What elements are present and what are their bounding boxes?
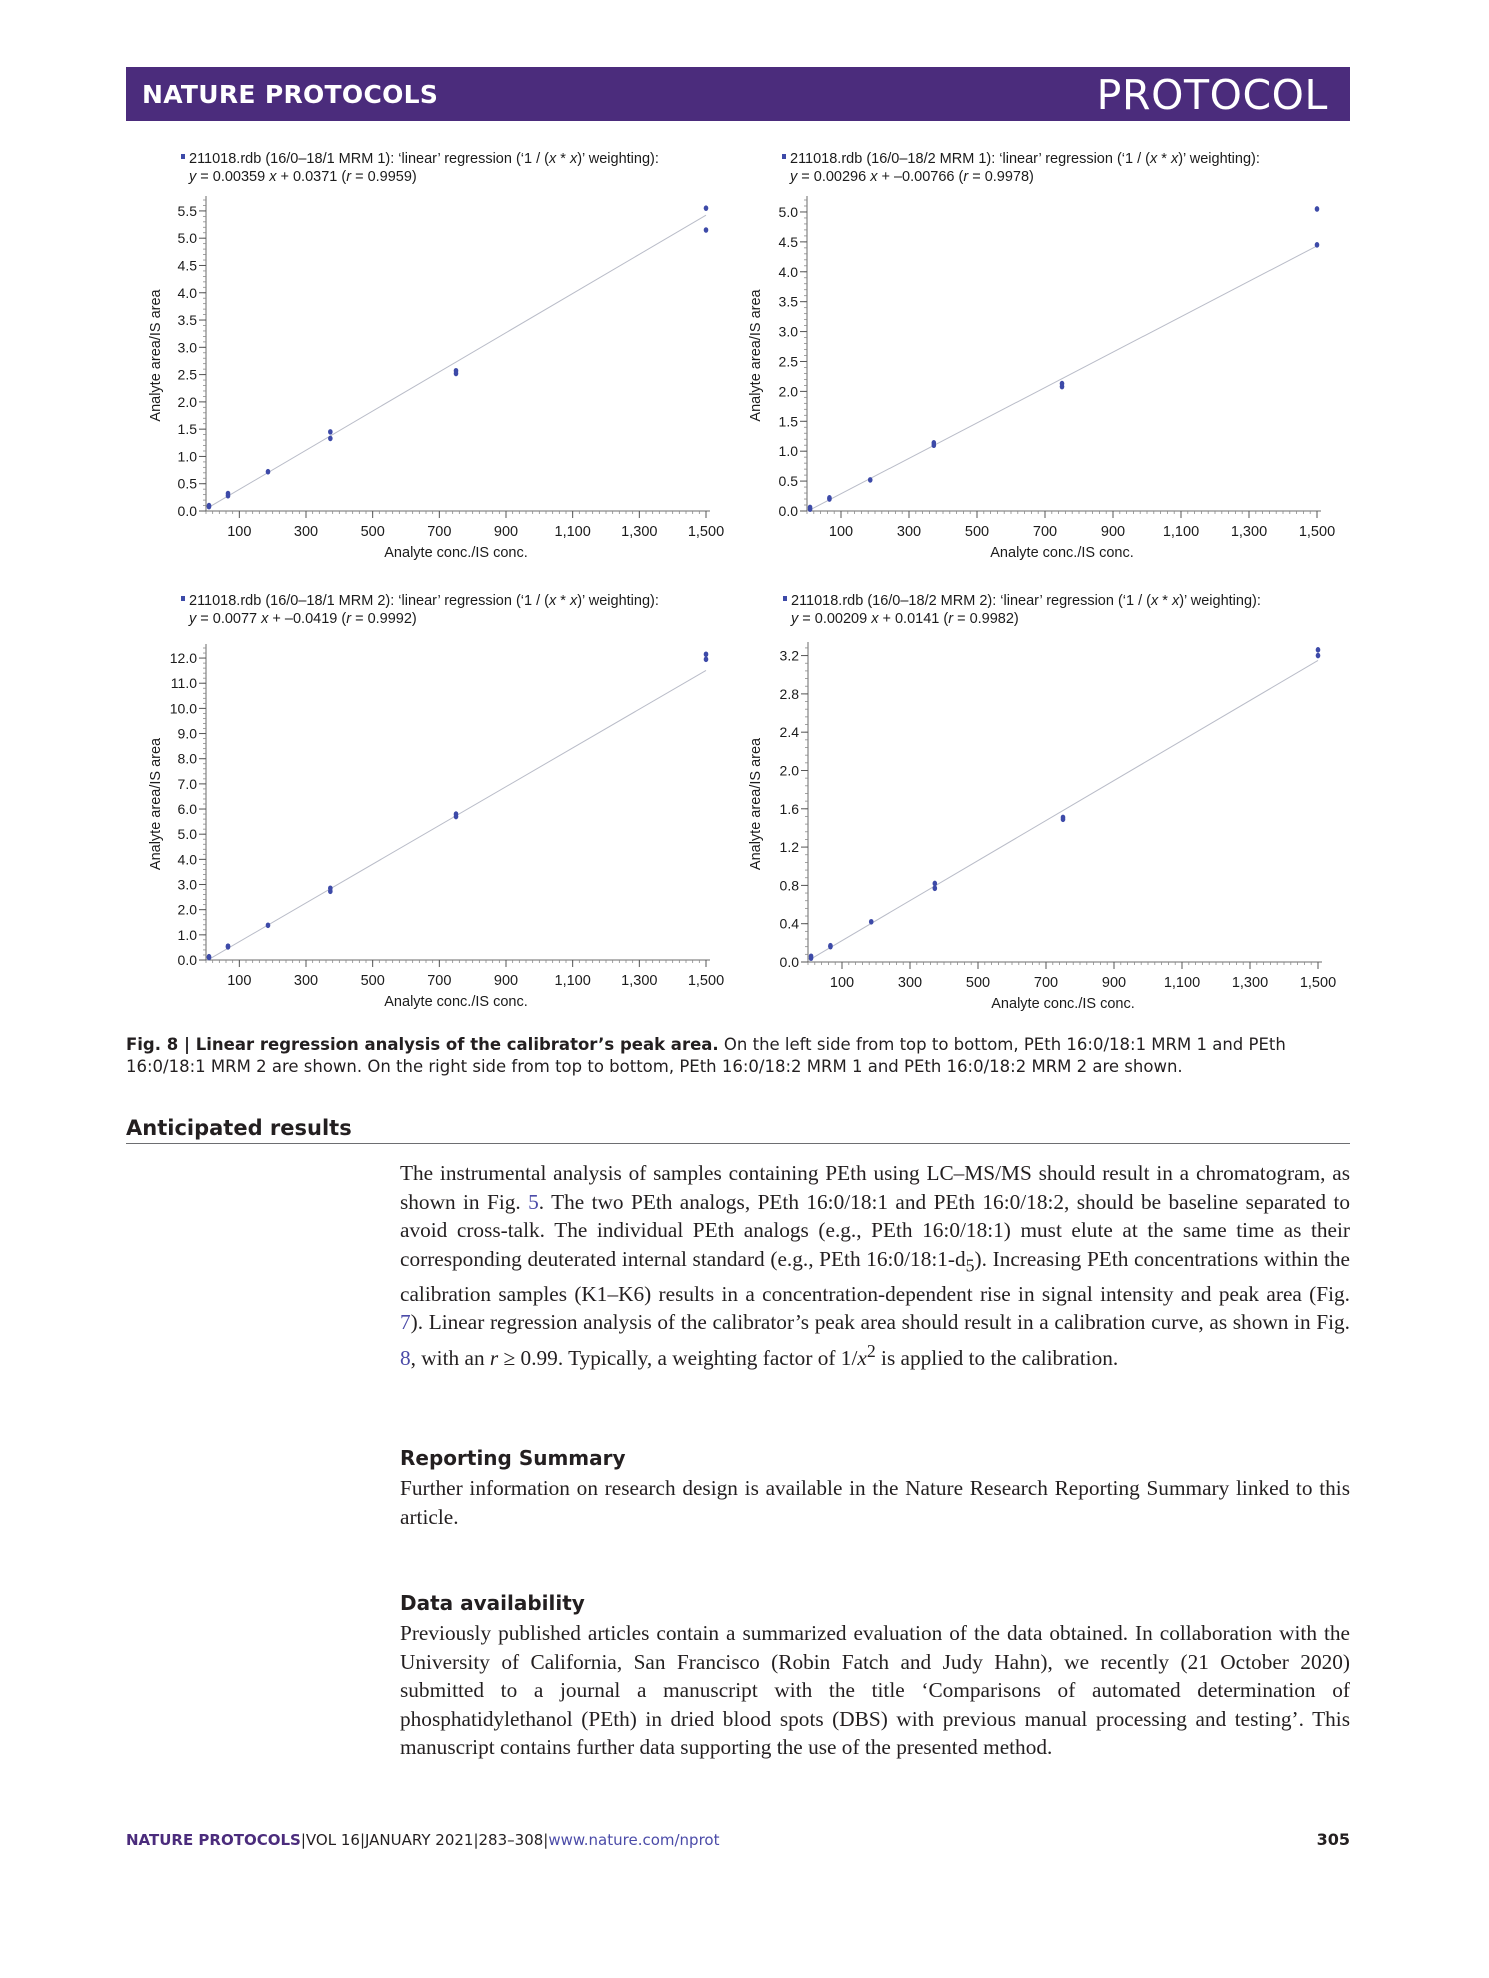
y-tick-label: 0.0 bbox=[177, 503, 197, 519]
y-axis-title: Analyte area/IS area bbox=[748, 289, 764, 422]
y-tick-label: 2.0 bbox=[177, 901, 197, 918]
y-tick-label: 2.0 bbox=[778, 383, 798, 400]
text-run: , with an bbox=[410, 1345, 490, 1370]
y-tick-label: 8.0 bbox=[177, 750, 197, 767]
x-tick-label: 700 bbox=[1032, 524, 1058, 540]
x-axis-title: Analyte conc./IS conc. bbox=[991, 996, 1135, 1012]
x-tick-label: 100 bbox=[227, 973, 252, 989]
section-heading-anticipated-results: Anticipated results bbox=[126, 1116, 1350, 1144]
reporting-summary-text: Further information on research design is available in the Nature Research Reporting Summary linked to this article. bbox=[400, 1476, 1350, 1529]
data-point bbox=[933, 881, 938, 887]
y-tick-label: 2.4 bbox=[779, 724, 799, 741]
data-point bbox=[704, 657, 709, 663]
text-run: The instrumental analysis of samples containing PEth using LC–MS/MS should result in a chromatogram, as shown in Fig. bbox=[400, 1161, 1350, 1214]
journal-banner bbox=[126, 67, 1350, 121]
y-tick-label: 0.8 bbox=[779, 877, 799, 894]
x-tick-label: 700 bbox=[1033, 975, 1059, 991]
x-tick-label: 900 bbox=[493, 973, 519, 989]
article-type: PROTOCOL bbox=[1096, 71, 1328, 119]
superscript: 2 bbox=[866, 1340, 876, 1361]
chart-title: 211018.rdb (16/0–18/1 MRM 1): ‘linear’ regression (‘1 / (x * x)’ weighting): bbox=[189, 151, 659, 167]
x-tick-label: 700 bbox=[427, 973, 452, 989]
regression-line bbox=[808, 660, 1318, 960]
y-tick-label: 1.0 bbox=[778, 443, 798, 460]
y-tick-label: 4.0 bbox=[177, 851, 197, 868]
footer-sep: | bbox=[543, 1831, 549, 1849]
x-tick-label: 1,100 bbox=[1163, 975, 1201, 991]
y-tick-label: 0.0 bbox=[778, 503, 798, 519]
x-tick-label: 500 bbox=[360, 973, 385, 989]
x-tick-label: 500 bbox=[964, 524, 990, 540]
regression-line bbox=[206, 215, 706, 509]
x-tick-label: 1,500 bbox=[1298, 524, 1336, 540]
y-axis-title: Analyte area/IS area bbox=[148, 737, 164, 871]
y-tick-label: 4.5 bbox=[177, 257, 197, 274]
x-tick-label: 1,500 bbox=[687, 973, 725, 989]
y-tick-label: 5.0 bbox=[177, 230, 197, 247]
footer-pages: 283–308 bbox=[478, 1831, 544, 1849]
data-availability-heading: Data availability bbox=[400, 1591, 585, 1615]
y-tick-label: 11.0 bbox=[170, 675, 197, 692]
chart-peth-182-mrm1 bbox=[740, 148, 1350, 580]
data-point bbox=[454, 368, 459, 374]
text-run: ≥ 0.99. Typically, a weighting factor of 1/ bbox=[498, 1345, 858, 1370]
x-tick-label: 900 bbox=[493, 524, 519, 540]
y-tick-label: 7.0 bbox=[177, 775, 197, 792]
data-point bbox=[1060, 381, 1065, 387]
data-point bbox=[809, 953, 814, 959]
data-point bbox=[704, 651, 709, 657]
x-tick-label: 100 bbox=[828, 524, 854, 540]
x-tick-label: 1,500 bbox=[1299, 975, 1337, 991]
y-tick-label: 3.5 bbox=[177, 312, 197, 329]
data-point bbox=[266, 469, 271, 475]
figure-ref-link[interactable]: 7 bbox=[400, 1310, 411, 1335]
footer-date: JANUARY 2021 bbox=[365, 1831, 474, 1849]
chart-peth-181-mrm2 bbox=[140, 590, 740, 1022]
footer-sep: | bbox=[300, 1831, 306, 1849]
data-point bbox=[328, 436, 333, 442]
chart-peth-181-mrm1 bbox=[140, 148, 740, 580]
y-tick-label: 2.0 bbox=[177, 393, 197, 410]
footer-journal: NATURE PROTOCOLS bbox=[126, 1831, 301, 1849]
chart-peth-182-mrm2 bbox=[740, 590, 1350, 1022]
x-tick-label: 300 bbox=[293, 524, 319, 540]
y-tick-label: 1.6 bbox=[779, 800, 799, 817]
y-tick-label: 1.5 bbox=[177, 421, 197, 438]
page-number: 305 bbox=[1316, 1830, 1350, 1849]
x-tick-label: 1,300 bbox=[621, 524, 658, 540]
y-tick-label: 2.5 bbox=[778, 353, 798, 370]
y-tick-label: 0.0 bbox=[779, 954, 799, 970]
data-point bbox=[1316, 647, 1321, 653]
text-run: ). Linear regression analysis of the calibrator’s peak area should result in a calibration curve, as shown in Fig. bbox=[410, 1310, 1350, 1335]
footer-url-link[interactable]: www.nature.com/nprot bbox=[548, 1831, 720, 1849]
x-tick-label: 100 bbox=[227, 524, 252, 540]
x-axis-title: Analyte conc./IS conc. bbox=[384, 994, 528, 1010]
reporting-summary-heading: Reporting Summary bbox=[400, 1446, 626, 1470]
y-tick-label: 3.2 bbox=[779, 647, 799, 664]
y-tick-label: 4.5 bbox=[778, 233, 798, 250]
math-var: x bbox=[857, 1345, 867, 1370]
footer-volume: VOL 16 bbox=[305, 1831, 360, 1849]
data-point bbox=[704, 205, 709, 211]
data-point bbox=[226, 491, 231, 497]
x-tick-label: 300 bbox=[897, 975, 923, 991]
y-tick-label: 1.0 bbox=[177, 926, 197, 943]
chart-title: 211018.rdb (16/0–18/2 MRM 2): ‘linear’ regression (‘1 / (x * x)’ weighting): bbox=[791, 593, 1261, 609]
data-point bbox=[207, 503, 212, 509]
y-tick-label: 0.5 bbox=[177, 475, 197, 492]
x-tick-label: 1,300 bbox=[1230, 524, 1268, 540]
chart-regression-equation: y = 0.00209 x + 0.0141 (r = 0.9982) bbox=[791, 611, 1019, 627]
y-tick-label: 3.0 bbox=[177, 876, 197, 893]
legend-marker bbox=[181, 154, 185, 159]
x-tick-label: 1,100 bbox=[554, 524, 591, 540]
x-tick-label: 100 bbox=[829, 975, 855, 991]
data-point bbox=[266, 922, 271, 928]
chart-title: 211018.rdb (16/0–18/1 MRM 2): ‘linear’ regression (‘1 / (x * x)’ weighting): bbox=[189, 593, 659, 609]
y-tick-label: 1.0 bbox=[177, 448, 197, 465]
y-tick-label: 0.0 bbox=[177, 952, 197, 968]
y-tick-label: 5.0 bbox=[177, 826, 197, 843]
x-tick-label: 300 bbox=[293, 973, 319, 989]
legend-marker bbox=[783, 596, 787, 601]
x-tick-label: 900 bbox=[1100, 524, 1126, 540]
data-point bbox=[328, 429, 333, 435]
x-axis-title: Analyte conc./IS conc. bbox=[384, 545, 528, 561]
figure-ref-link[interactable]: 5 bbox=[528, 1189, 539, 1214]
anticipated-results-paragraph bbox=[400, 1159, 1350, 1373]
text-run: is applied to the calibration. bbox=[875, 1345, 1119, 1370]
legend-marker bbox=[782, 154, 786, 159]
x-tick-label: 500 bbox=[360, 524, 385, 540]
y-tick-label: 4.0 bbox=[177, 284, 197, 301]
caption-label: Fig. 8 | Linear regression analysis of the calibrator’s peak area. bbox=[126, 1035, 719, 1054]
data-availability-text: Previously published articles contain a summarized evaluation of the data obtained. In collaboration with the University of California, San Francisco (Robin Fatch and Judy Hahn), we recently (21 October 2020) submitted to a journal a manuscript with the title ‘Comparisons of automated determination of phosphatidylethanol (PEth) in dried blood spots (DBS) with previous manual processing and testing’. This manuscript contains further data supporting the use of the presented method. bbox=[400, 1621, 1350, 1760]
y-tick-label: 2.0 bbox=[779, 762, 799, 779]
y-tick-label: 0.5 bbox=[778, 473, 798, 490]
chart-regression-equation: y = 0.00296 x + –0.00766 (r = 0.9978) bbox=[790, 169, 1034, 185]
data-point bbox=[328, 885, 333, 891]
data-point bbox=[226, 943, 231, 949]
data-point bbox=[869, 919, 874, 925]
x-tick-label: 1,500 bbox=[687, 524, 725, 540]
figure-caption bbox=[126, 1034, 1354, 1078]
data-point bbox=[827, 495, 832, 501]
y-tick-label: 2.5 bbox=[177, 366, 197, 383]
y-tick-label: 2.8 bbox=[779, 685, 799, 702]
data-point bbox=[704, 227, 709, 233]
x-tick-label: 300 bbox=[896, 524, 922, 540]
y-tick-label: 1.2 bbox=[779, 839, 799, 856]
footer-sep: | bbox=[473, 1831, 479, 1849]
y-tick-label: 3.0 bbox=[778, 323, 798, 340]
chart-title: 211018.rdb (16/0–18/2 MRM 1): ‘linear’ regression (‘1 / (x * x)’ weighting): bbox=[790, 151, 1260, 167]
x-tick-label: 500 bbox=[965, 975, 991, 991]
y-tick-label: 0.4 bbox=[779, 915, 799, 932]
y-tick-label: 1.5 bbox=[778, 413, 798, 430]
x-tick-label: 700 bbox=[427, 524, 452, 540]
data-point bbox=[933, 885, 938, 891]
y-axis-title: Analyte area/IS area bbox=[148, 289, 164, 422]
data-point bbox=[868, 477, 873, 483]
y-tick-label: 4.0 bbox=[778, 263, 798, 280]
y-tick-label: 10.0 bbox=[169, 700, 197, 717]
y-tick-label: 5.5 bbox=[177, 202, 197, 219]
x-tick-label: 1,100 bbox=[554, 973, 591, 989]
chart-regression-equation: y = 0.0077 x + –0.0419 (r = 0.9992) bbox=[189, 611, 417, 627]
data-point bbox=[207, 954, 212, 960]
x-tick-label: 900 bbox=[1101, 975, 1127, 991]
data-point bbox=[1061, 815, 1066, 821]
y-tick-label: 5.0 bbox=[778, 203, 798, 220]
x-tick-label: 1,100 bbox=[1162, 524, 1200, 540]
regression-line bbox=[807, 246, 1317, 512]
journal-name: NATURE PROTOCOLS bbox=[142, 80, 439, 109]
x-tick-label: 1,300 bbox=[1231, 975, 1269, 991]
data-point bbox=[1316, 653, 1321, 659]
math-var: r bbox=[489, 1345, 499, 1370]
subscript: 5 bbox=[965, 1255, 975, 1276]
legend-marker bbox=[181, 596, 185, 601]
data-point bbox=[828, 943, 833, 949]
data-point bbox=[1315, 242, 1320, 248]
text-run: ). Increasing PEth concentrations within the calibration samples (K1–K6) results in a concentration-dependent rise in signal intensity and peak area (Fig. bbox=[400, 1246, 1350, 1306]
y-tick-label: 9.0 bbox=[177, 725, 197, 742]
y-tick-label: 12.0 bbox=[169, 650, 197, 667]
text-run: . The two PEth analogs, PEth 16:0/18:1 and PEth 16:0/18:2, should be baseline separated to avoid cross-talk. The individual PEth analogs (e.g., PEth 16:0/18:1) must elute at the same time as their corresponding deuterated internal standard (e.g., PEth 16:0/18:1-d bbox=[400, 1189, 1351, 1271]
figure-ref-link[interactable]: 8 bbox=[400, 1345, 411, 1370]
data-point bbox=[932, 440, 937, 446]
footer bbox=[126, 1831, 719, 1849]
x-tick-label: 1,300 bbox=[621, 973, 658, 989]
y-tick-label: 3.5 bbox=[778, 293, 798, 310]
y-tick-label: 3.0 bbox=[177, 339, 197, 356]
y-axis-title: Analyte area/IS area bbox=[748, 737, 764, 871]
footer-sep: | bbox=[359, 1831, 365, 1849]
chart-regression-equation: y = 0.00359 x + 0.0371 (r = 0.9959) bbox=[189, 169, 417, 185]
data-point bbox=[454, 811, 459, 817]
y-tick-label: 6.0 bbox=[177, 801, 197, 818]
caption-text: On the left side from top to bottom, PEth 16:0/18:1 MRM 1 and PEth 16:0/18:1 MRM 2 are shown. On the right side from top to bottom, PEth 16:0/18:2 MRM 1 and PEth 16:0/18:2 MRM 2 are shown. bbox=[126, 1035, 1286, 1076]
data-point bbox=[808, 505, 813, 511]
data-point bbox=[1315, 206, 1320, 212]
x-axis-title: Analyte conc./IS conc. bbox=[990, 545, 1134, 561]
